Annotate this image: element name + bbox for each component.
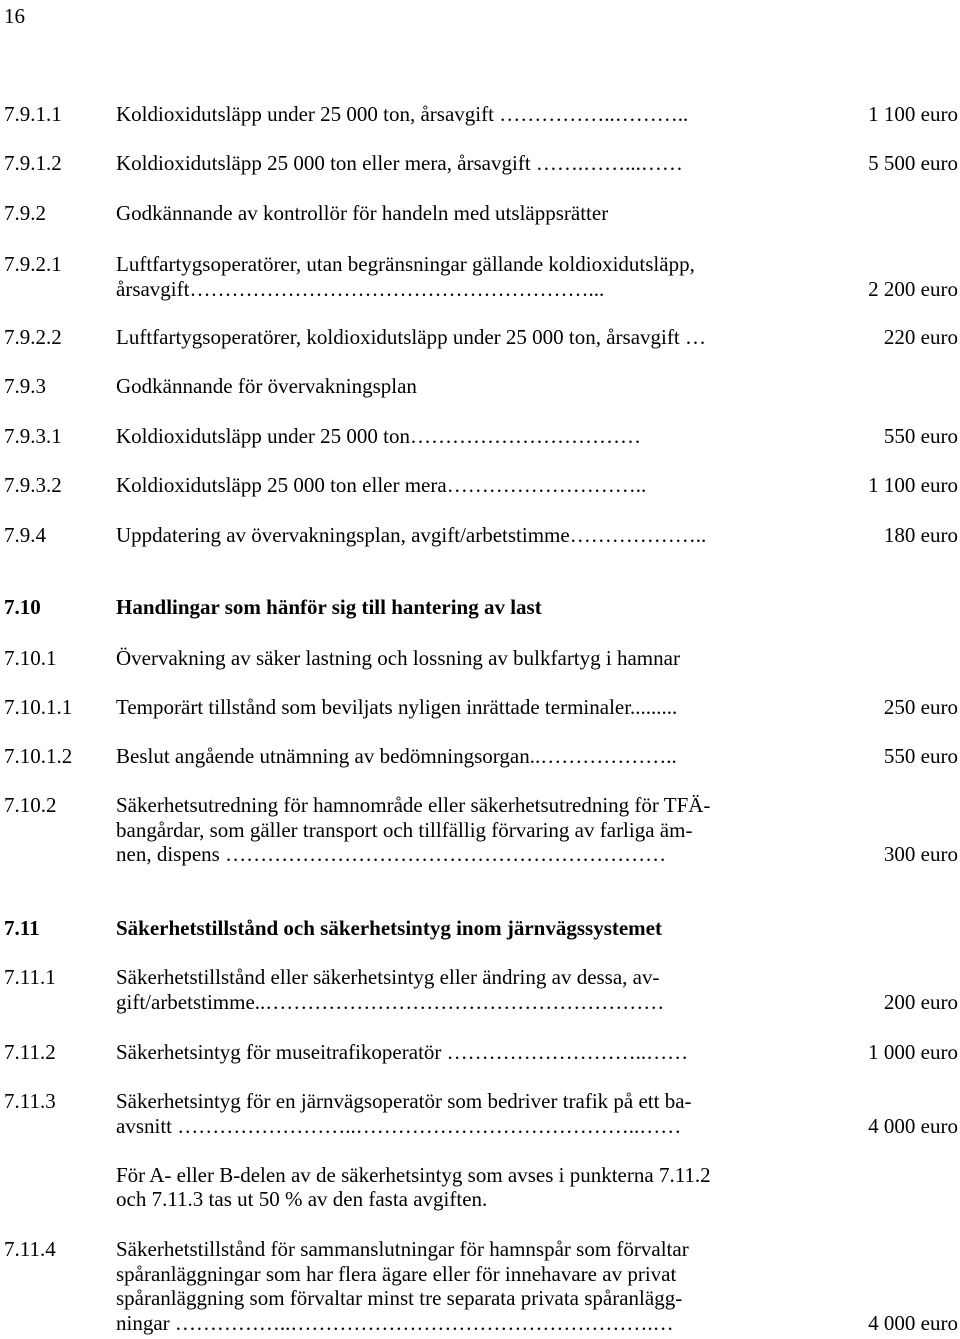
fee-amount: 550 euro bbox=[883, 744, 958, 768]
section-number: 7.9.3 bbox=[4, 374, 46, 398]
entry-text-line: Koldioxidutsläpp under 25 000 ton…………………………… bbox=[116, 424, 641, 448]
fee-amount: 1 000 euro bbox=[868, 1040, 958, 1064]
fee-amount: 300 euro bbox=[883, 842, 958, 866]
fee-amount: 4 000 euro bbox=[868, 1113, 958, 1138]
section-number: 7.9.2.1 bbox=[4, 252, 62, 276]
entry-text-line: Beslut angående utnämning av bedömningsorgan..……………….. bbox=[116, 744, 677, 768]
section-number: 7.11.3 bbox=[4, 1089, 56, 1113]
entry-text-line: spåranläggning som förvaltar minst tre separata privata spåranlägg- bbox=[116, 1286, 683, 1310]
entry-text-line: Godkännande för övervakningsplan bbox=[116, 374, 417, 398]
section-number: 7.10.2 bbox=[4, 793, 57, 817]
entry-text-line: Temporärt tillstånd som beviljats nyligen inrättade terminaler......... bbox=[116, 695, 678, 719]
entry-text-line: ningar ……………..…………………………………………….… bbox=[116, 1310, 674, 1335]
entry-text-line: Säkerhetsintyg för museitrafikoperatör ………………………..…… bbox=[116, 1040, 689, 1064]
section-number: 7.10.1.1 bbox=[4, 695, 73, 719]
entry-text-line: Uppdatering av övervakningsplan, avgift/arbetstimme……………….. bbox=[116, 523, 707, 547]
entry-text-line: Säkerhetsutredning för hamnområde eller säkerhetsutredning för TFÄ- bbox=[116, 793, 711, 817]
section-number: 7.9.2 bbox=[4, 201, 46, 225]
entry-text-line: Luftfartygsoperatörer, koldioxidutsläpp under 25 000 ton, årsavgift … bbox=[116, 325, 706, 349]
section-number: 7.9.4 bbox=[4, 523, 46, 547]
entry-text-line: spåranläggningar som har flera ägare eller för innehavare av privat bbox=[116, 1261, 677, 1286]
entry-text-line: Handlingar som hänför sig till hantering av last bbox=[116, 595, 542, 619]
entry-text-line: Koldioxidutsläpp under 25 000 ton, årsavgift ……………..……….. bbox=[116, 102, 689, 126]
section-number: 7.11 bbox=[4, 916, 40, 940]
fee-amount: 250 euro bbox=[883, 695, 958, 719]
section-number: 7.10.1.2 bbox=[4, 744, 73, 768]
fee-amount: 200 euro bbox=[883, 989, 958, 1014]
entry-text-line: gift/arbetstimme..………………………………………………… bbox=[116, 989, 665, 1014]
section-number: 7.9.2.2 bbox=[4, 325, 62, 349]
section-number: 7.11.2 bbox=[4, 1040, 56, 1064]
section-number: 7.9.3.2 bbox=[4, 473, 62, 497]
entry-text-line: och 7.11.3 tas ut 50 % av den fasta avgiften. bbox=[116, 1187, 488, 1211]
entry-text-line: Säkerhetstillstånd för sammanslutningar för hamnspår som förvaltar bbox=[116, 1237, 689, 1261]
fee-amount: 4 000 euro bbox=[868, 1310, 958, 1335]
entry-text-line: avsnitt ……………………..…………………………………..…… bbox=[116, 1113, 682, 1138]
section-number: 7.10.1 bbox=[4, 646, 57, 670]
section-number: 7.9.3.1 bbox=[4, 424, 62, 448]
fee-amount: 220 euro bbox=[883, 325, 958, 349]
fee-amount: 1 100 euro bbox=[868, 102, 958, 126]
fee-amount: 550 euro bbox=[883, 424, 958, 448]
entry-text-line: bangårdar, som gäller transport och tillfällig förvaring av farliga äm- bbox=[116, 817, 693, 842]
entry-text-line: Säkerhetstillstånd och säkerhetsintyg inom järnvägssystemet bbox=[116, 916, 662, 940]
section-number: 7.10 bbox=[4, 595, 41, 619]
fee-amount: 5 500 euro bbox=[868, 151, 958, 175]
entry-text-line: årsavgift…………………………………………………... bbox=[116, 276, 605, 301]
entry-text-line: Övervakning av säker lastning och lossning av bulkfartyg i hamnar bbox=[116, 646, 680, 670]
entry-text-line: nen, dispens ……………………………………………………… bbox=[116, 842, 667, 866]
section-number: 7.11.1 bbox=[4, 965, 56, 989]
entry-text-line: Godkännande av kontrollör för handeln med utsläppsrätter bbox=[116, 201, 609, 225]
fee-amount: 180 euro bbox=[883, 523, 958, 547]
entry-text-line: För A- eller B-delen av de säkerhetsintyg som avses i punkterna 7.11.2 bbox=[116, 1162, 711, 1187]
fee-amount: 1 100 euro bbox=[868, 473, 958, 497]
section-number: 7.9.1.1 bbox=[4, 102, 62, 126]
section-number: 7.11.4 bbox=[4, 1237, 56, 1261]
fee-amount: 2 200 euro bbox=[868, 276, 958, 301]
entry-text-line: Luftfartygsoperatörer, utan begränsningar gällande koldioxidutsläpp, bbox=[116, 252, 695, 276]
entry-text-line: Säkerhetsintyg för en järnvägsoperatör som bedriver trafik på ett ba- bbox=[116, 1089, 692, 1113]
page-number: 16 bbox=[4, 4, 25, 28]
section-number: 7.9.1.2 bbox=[4, 151, 62, 175]
entry-text-line: Koldioxidutsläpp 25 000 ton eller mera, årsavgift …….……...…… bbox=[116, 151, 683, 175]
entry-text-line: Säkerhetstillstånd eller säkerhetsintyg eller ändring av dessa, av- bbox=[116, 965, 660, 989]
entry-text-line: Koldioxidutsläpp 25 000 ton eller mera……………………….. bbox=[116, 473, 647, 497]
